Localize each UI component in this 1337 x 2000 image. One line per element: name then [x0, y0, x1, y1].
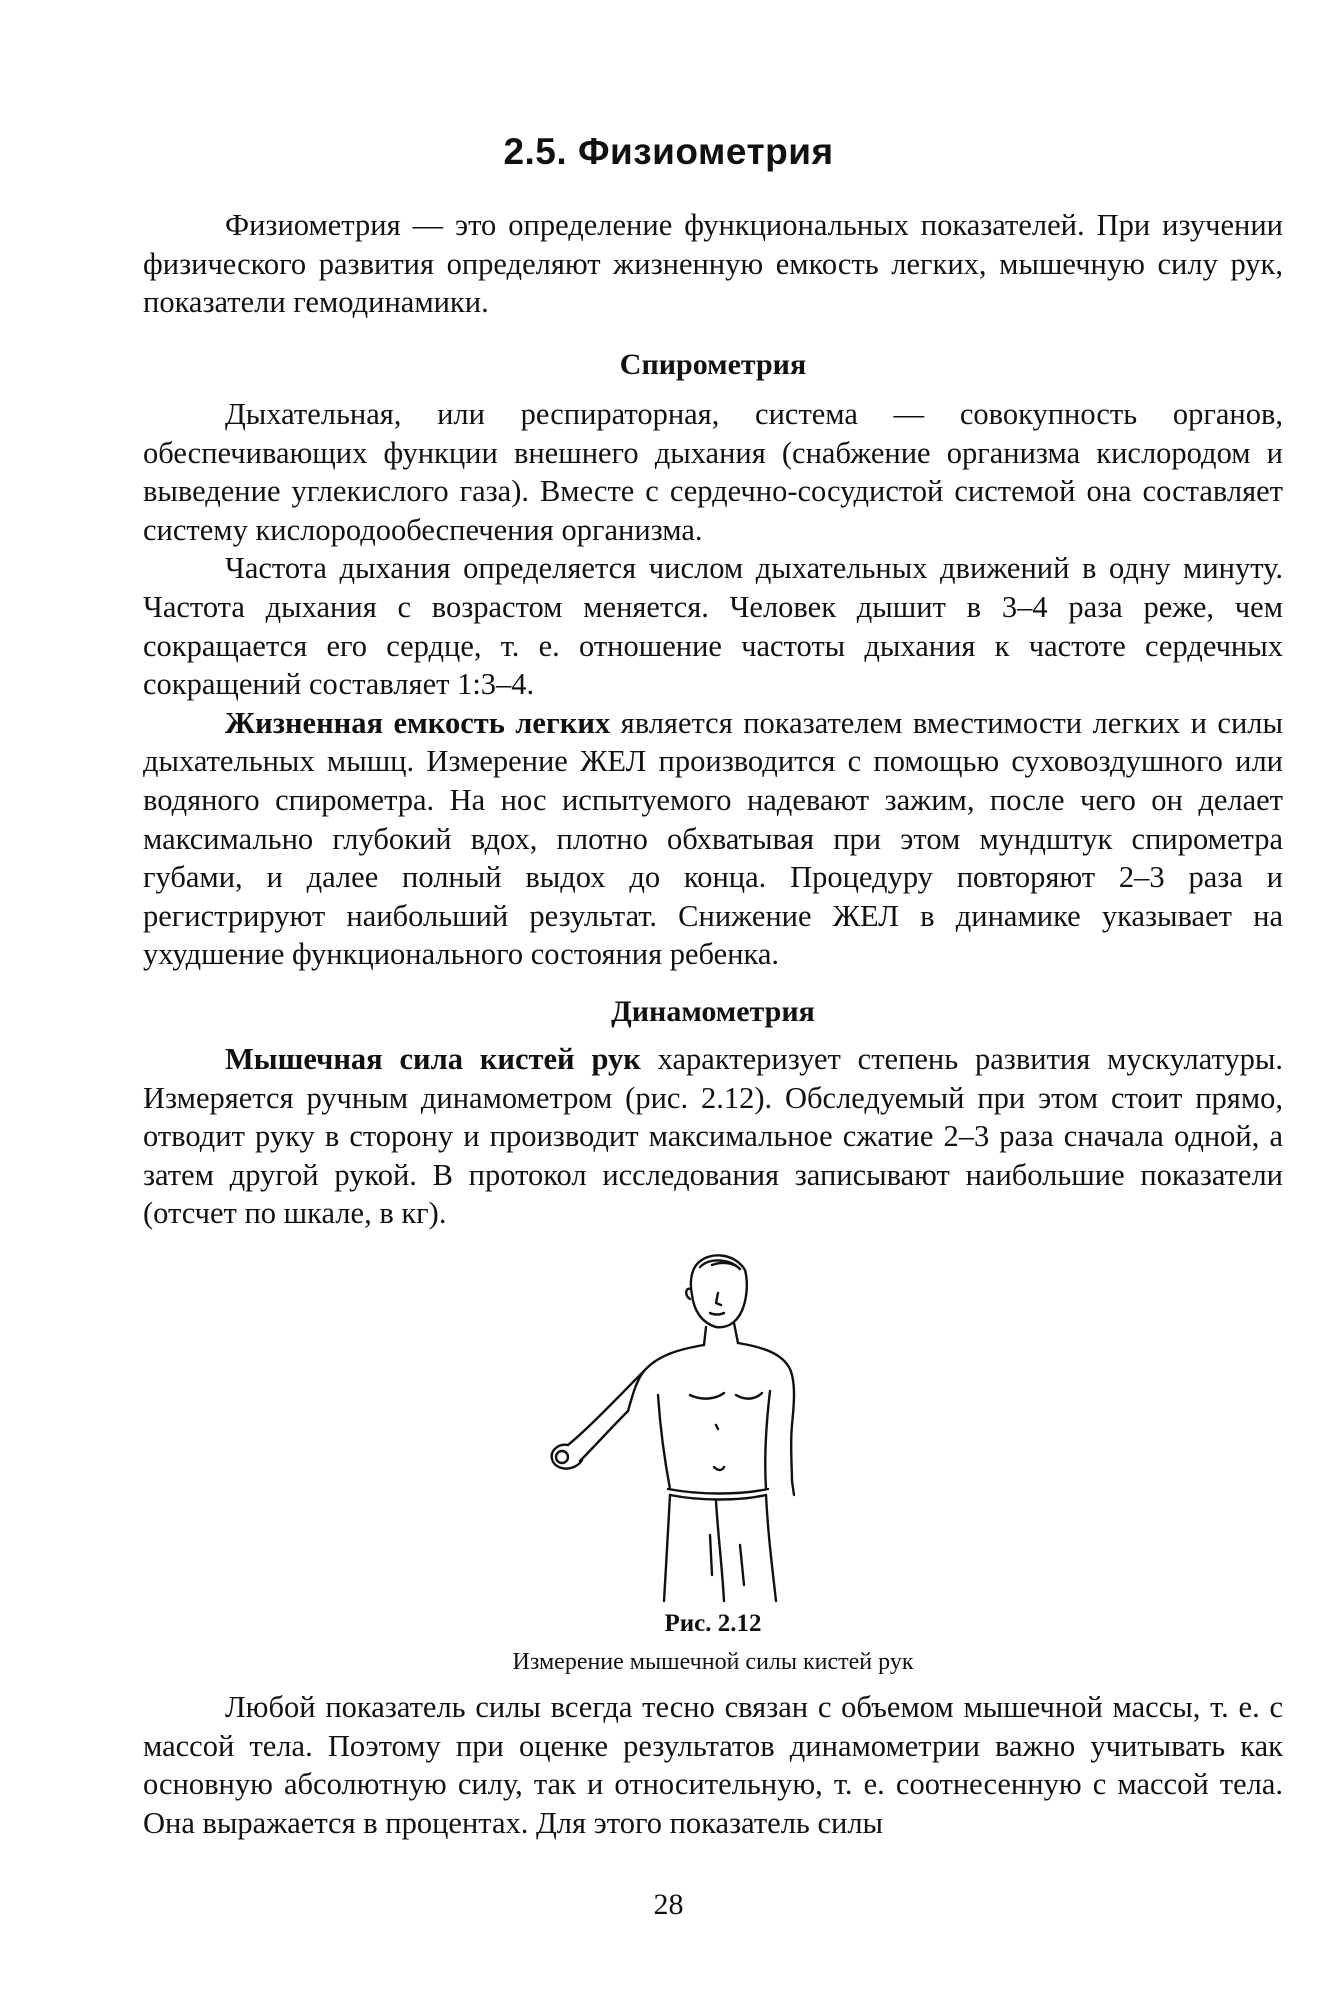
spirometry-heading: Спирометрия	[619, 348, 807, 381]
boy-with-dynamometer-drawing	[540, 1245, 900, 1605]
intro-paragraph: Физиометрия — это определение функциональных показателей. При изучении физического развития определяют жизненную емкость легких, мышечную силу рук, показатели гемодинамики.	[143, 208, 1283, 320]
page-number: 28	[653, 1888, 684, 1921]
hand-strength-term: Мышечная сила кистей рук	[225, 1042, 641, 1076]
dynamometry-heading: Динамометрия	[611, 995, 815, 1028]
hand-strength-text: характеризует степень развития мускулатуры. Измеряется ручным динамометром (рис. 2.12). Обследуемый при этом стоит прямо, отводит руку в сторону и производит максимальное сжатие 2–3 раза сначала одной, а затем другой рукой. В протокол исследования записывают наибольшие показатели (отсчет по шкале, в кг).	[143, 1042, 1283, 1231]
vital-capacity-text: является показателем вместимости легких и силы дыхательных мышц. Измерение ЖЕЛ производится с помощью суховоздушного или водяного спирометра. На нос испытуемого надевают зажим, после чего он делает максимально глубокий вдох, плотно обхватывая при этом мундштук спирометра губами, и далее полный выдох до конца. Процедуру повторяют 2–3 раза и регистрируют наибольший результат. Снижение ЖЕЛ в динамике указывает на ухудшение функционального состояния ребенка.	[143, 705, 1283, 972]
intro-block	[143, 206, 1283, 322]
closing-paragraph: Любой показатель силы всегда тесно связан с объемом мышечной массы, т. е. с массой тела. Поэтому при оценке результатов динамометрии важно учитывать как основную абсолютную силу, так и относительную, т. е. соотнесенную с массой тела. Она выражается в процентах. Для этого показатель силы	[143, 1690, 1283, 1840]
dynamometry-paragraph-1	[143, 1040, 1283, 1233]
figure-label: Рис. 2.12	[664, 1610, 762, 1637]
closing-block	[143, 1688, 1283, 1842]
spirometry-paragraph-2: Частота дыхания определяется числом дыхательных движений в одну минуту. Частота дыхания с возрастом меняется. Человек дышит в 3–4 раза реже, чем сокращается его сердце, т. е. отношение частоты дыхания к частоте сердечных сокращений составляет 1:3–4.	[143, 551, 1283, 702]
spirometry-paragraph-1: Дыхательная, или респираторная, система — совокупность органов, обеспечивающих функции внешнего дыхания (снабжение организма кислородом и выведение углекислого газа). Вместе с сердечно-сосудистой системой она составляет систему кислородообеспечения организма.	[143, 397, 1283, 547]
spirometry-paragraph-3	[143, 704, 1283, 974]
section-title: 2.5. Физиометрия	[503, 131, 834, 172]
dynamometer-illustration	[540, 1245, 900, 1605]
vital-capacity-term: Жизненная емкость легких	[225, 705, 611, 740]
spirometry-section	[143, 345, 1283, 974]
dynamometry-section	[143, 992, 1283, 1233]
figure-caption-block	[143, 1608, 1283, 1678]
figure-caption: Измерение мышечной силы кистей рук	[512, 1649, 914, 1675]
